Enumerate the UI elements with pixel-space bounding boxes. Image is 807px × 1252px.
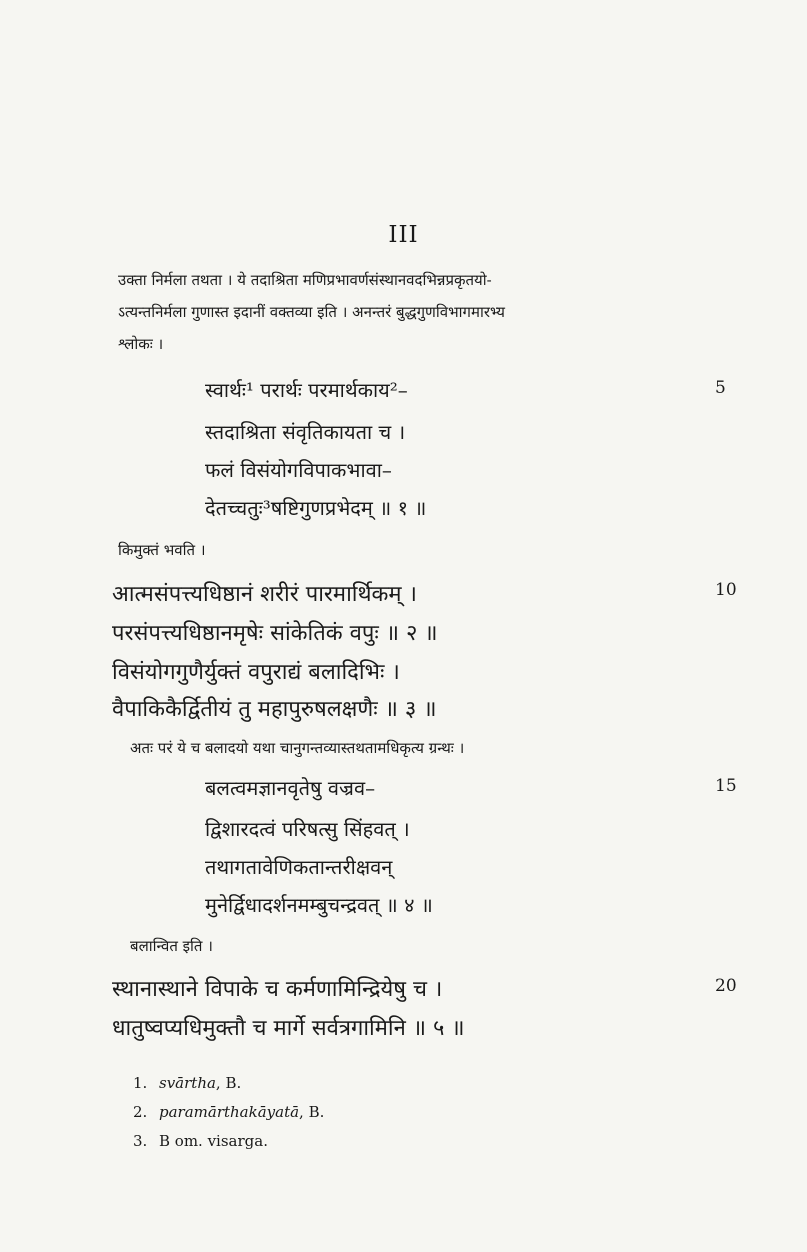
verse-2-line-4: वैपाकिकैर्द्वितीयं तु महापुरुषलक्षणैः ॥ ३ ॥ — [112, 697, 437, 722]
footnote-1 — [133, 1074, 241, 1092]
verse-2-line-2: परसंपत्त्यधिष्ठानमृषेः सांकेतिकं वपुः ॥ २ ॥ — [112, 621, 438, 646]
intro-line-3: श्लोकः । — [118, 335, 164, 353]
verse-3-line-1: बलत्वमज्ञानवृतेषु वज्रव– — [205, 776, 376, 800]
line-number-5: 5 — [715, 378, 726, 398]
intro-line-2: ऽत्यन्तनिर्मला गुणास्त इदानीं वक्तव्या इति । अनन्तरं बुद्धगुणविभागमारभ्य — [118, 303, 505, 321]
verse-2-line-3: विसंयोगगुणैर्युक्तं वपुराद्यं बलादिभिः । — [112, 660, 400, 685]
verse-1-line-4: देतच्चतुः³षष्टिगुणप्रभेदम् ॥ १ ॥ — [205, 496, 427, 520]
line-number-20: 20 — [715, 976, 737, 996]
line-number-10: 10 — [715, 580, 737, 600]
footnote-2-number: 2. — [133, 1103, 148, 1121]
footnote-3-text: B om. visarga. — [159, 1132, 268, 1150]
verse-3-line-4: मुनेर्द्विधादर्शनमम्बुचन्द्रवत् ॥ ४ ॥ — [205, 893, 433, 917]
prose-4: बलान्वित इति । — [130, 937, 213, 955]
verse-2-line-1: आत्मसंपत्त्यधिष्ठानं शरीरं पारमार्थिकम् । — [112, 582, 417, 607]
prose-2: किमुक्तं भवति । — [118, 541, 206, 559]
chapter-title: III — [388, 222, 419, 248]
footnote-3-number: 3. — [133, 1132, 148, 1150]
footnote-2-suffix: , B. — [299, 1103, 325, 1121]
line-number-15: 15 — [715, 776, 737, 796]
footnote-1-number: 1. — [133, 1074, 148, 1092]
verse-4-line-2: धातुष्वप्यधिमुक्तौ च मार्गे सर्वत्रगामिनि ॥ ५ ॥ — [112, 1016, 465, 1041]
intro-line-1: उक्ता निर्मला तथता । ये तदाश्रिता मणिप्रभावर्णसंस्थानवदभिन्नप्रकृतयो- — [118, 271, 492, 289]
prose-3: अतः परं ये च बलादयो यथा चानुगन्तव्यास्तथतामधिकृत्य ग्रन्थः । — [130, 739, 465, 757]
verse-1-line-3: फलं विसंयोगविपाकभावा– — [205, 458, 392, 482]
footnote-1-text: svārtha — [159, 1074, 216, 1092]
verse-1-line-1: स्वार्थः¹ परार्थः परमार्थकाय²– — [205, 378, 408, 402]
footnote-1-suffix: , B. — [215, 1074, 242, 1092]
footnote-2-text: paramārthakāyatā — [159, 1103, 300, 1121]
footnote-3 — [133, 1132, 268, 1150]
verse-1-line-2: स्तदाश्रिता संवृतिकायता च । — [205, 420, 406, 444]
verse-4-line-1: स्थानास्थाने विपाके च कर्मणामिन्द्रियेषु च । — [112, 977, 443, 1002]
verse-3-line-3: तथागतावेणिकतान्तरीक्षवन् — [205, 855, 393, 879]
footnote-2 — [133, 1103, 324, 1121]
verse-3-line-2: द्विशारदत्वं परिषत्सु सिंहवत् । — [205, 817, 410, 841]
